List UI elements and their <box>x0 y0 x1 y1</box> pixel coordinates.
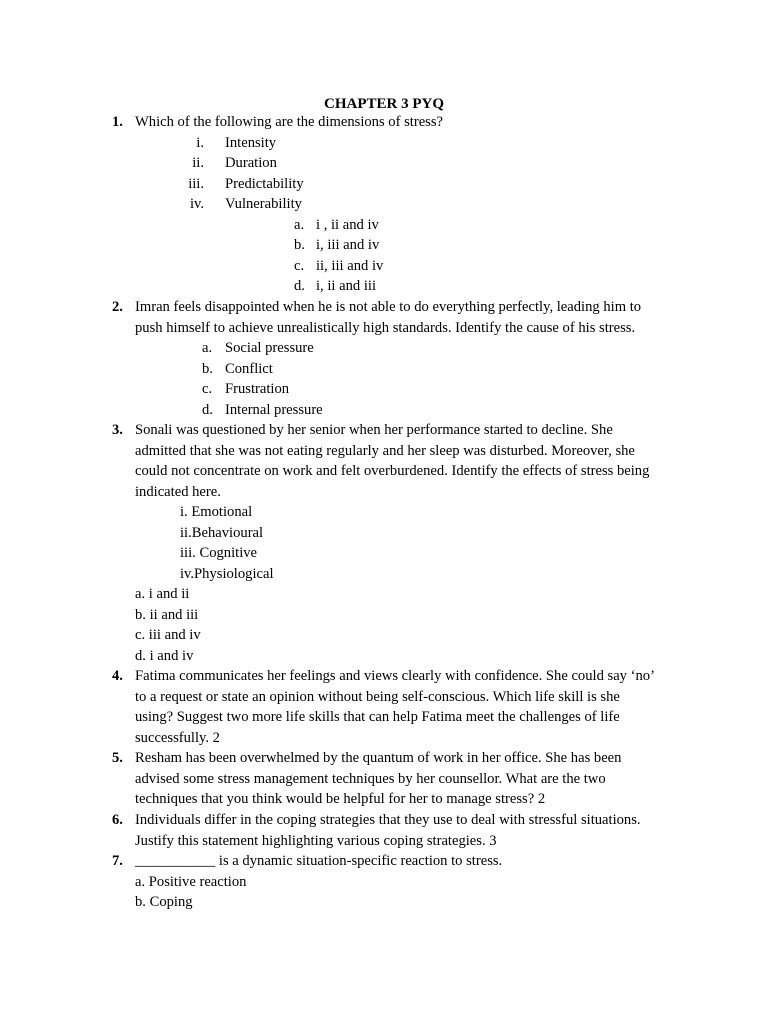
question-text: techniques that you think would be helpful for her to manage stress? 2 <box>135 791 546 807</box>
roman-item: ii. Duration <box>192 155 277 171</box>
question-text: ___________ is a dynamic situation-specific reaction to stress. <box>135 853 503 869</box>
question-number: 3. <box>112 422 123 438</box>
answer-option: c. Frustration <box>202 381 290 397</box>
answer-option: c. ii, iii and iv <box>294 257 384 274</box>
question-4 <box>112 666 672 748</box>
question-number: 7. <box>112 853 123 869</box>
question-text: Fatima communicates her feelings and views clearly with confidence. She could say ‘no’ <box>135 668 655 684</box>
question-text: Individuals differ in the coping strategies that they use to deal with stressful situations. <box>135 812 641 828</box>
question-7 <box>112 851 672 913</box>
answer-option: a. Social pressure <box>202 340 314 356</box>
answer-option: d. Internal pressure <box>202 401 323 418</box>
question-number: 4. <box>112 668 123 684</box>
question-5 <box>112 748 672 810</box>
answer-option: a. i , ii and iv <box>294 216 379 233</box>
question-text: admitted that she was not eating regularly and her sleep was disturbed. Moreover, she <box>135 442 635 459</box>
question-number: 6. <box>112 812 123 828</box>
answer-option: d. i and iv <box>135 647 194 664</box>
question-2 <box>112 297 672 420</box>
answer-option: b. ii and iii <box>135 606 199 623</box>
question-number: 5. <box>112 750 123 766</box>
question-text: Justify this statement highlighting various coping strategies. 3 <box>135 832 497 849</box>
answer-option: b. Conflict <box>202 360 273 377</box>
answer-option: a. i and ii <box>135 586 190 602</box>
question-text: successfully. 2 <box>135 729 220 746</box>
question-text: Resham has been overwhelmed by the quantum of work in her office. She has been <box>135 750 622 766</box>
answer-option: d. i, ii and iii <box>294 278 376 294</box>
roman-item: iii. Cognitive <box>180 545 258 561</box>
question-number: 2. <box>112 299 123 315</box>
answer-option: a. Positive reaction <box>135 873 247 890</box>
roman-item: iv. Vulnerability <box>189 196 302 212</box>
question-text: Which of the following are the dimensions of stress? <box>135 114 444 130</box>
answer-option: b. i, iii and iv <box>294 237 380 253</box>
question-3 <box>112 420 672 666</box>
question-text: indicated here. <box>135 483 221 500</box>
roman-item: ii.Behavioural <box>180 524 264 541</box>
question-number: 1. <box>112 114 123 130</box>
question-text: Imran feels disappointed when he is not able to do everything perfectly, leading him to <box>135 299 642 315</box>
question-6 <box>112 810 672 851</box>
answer-option: b. Coping <box>135 894 193 910</box>
question-text: Sonali was questioned by her senior when her performance started to decline. She <box>135 422 613 438</box>
question-1 <box>112 112 672 297</box>
question-text: push himself to achieve unrealistically high standards. Identify the cause of his stress. <box>135 319 636 336</box>
question-text: could not concentrate on work and felt overburdened. Identify the effects of stress being <box>135 463 650 479</box>
answer-option: c. iii and iv <box>135 627 201 643</box>
roman-item: iv.Physiological <box>180 565 274 582</box>
roman-item: i. Intensity <box>196 134 277 151</box>
roman-item: i. Emotional <box>180 504 253 520</box>
question-text: using? Suggest two more life skills that can help Fatima meet the challenges of life <box>135 709 620 725</box>
roman-item: iii. Predictability <box>188 175 304 192</box>
question-text: advised some stress management techniques by her counsellor. What are the two <box>135 770 606 787</box>
question-text: to a request or state an opinion without being self-conscious. Which life skill is she <box>135 688 620 705</box>
page-title: CHAPTER 3 PYQ <box>324 96 444 112</box>
